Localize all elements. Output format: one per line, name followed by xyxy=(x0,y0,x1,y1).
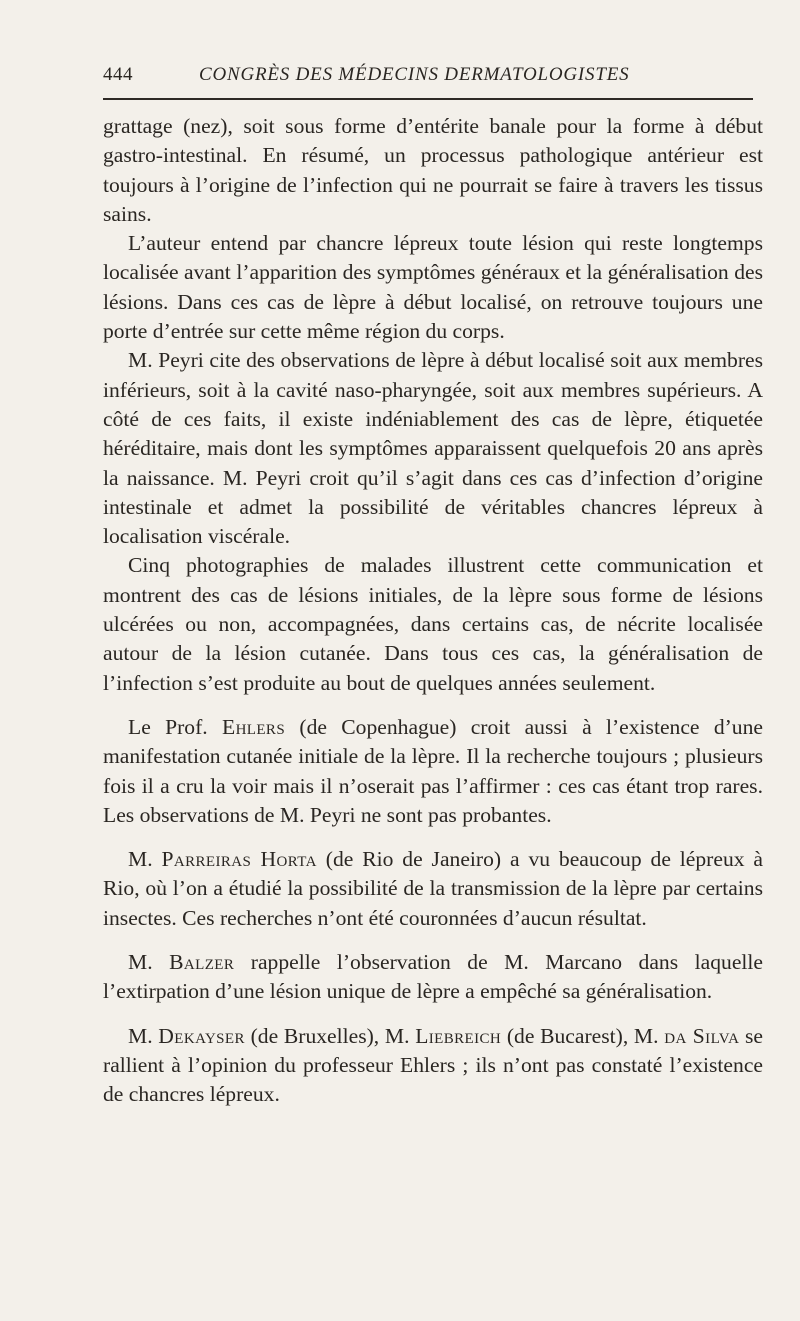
paragraph-parreiras-horta: M. Parreiras Horta (de Rio de Janeiro) a vu beaucoup de lépreux à Rio, où l’on a étudié la possibilité de la transmission de la lèpre par certains insectes. Ces recherches n’ont été couronnées d’aucun résultat. xyxy=(103,847,763,930)
paragraph-dekayser-liebreich-dasilva: M. Dekayser (de Bruxelles), M. Liebreich (de Bucarest), M. da Silva se rallient à l’opinion du professeur Ehlers ; ils n’ont pas constaté l’existence de chancres lépreux. xyxy=(103,1023,763,1107)
speaker-name: Parreiras Horta xyxy=(161,847,317,872)
paragraph-continuation: grattage (nez), soit sous forme d’entérite banale pour la forme à début gastro-intestinal. En résumé, un processus pathologique antérieur est toujours à l’origine de l’infection qui ne pourrait se faire à travers les tissus sains. xyxy=(103,114,763,226)
paragraph-balzer: M. Balzer rappelle l’observation de M. Marcano dans laquelle l’extirpation d’une lésion unique de lèpre a empêché sa généralisation. xyxy=(103,950,763,1004)
speaker-name: da Silva xyxy=(664,1023,740,1048)
page-header xyxy=(103,60,753,94)
page-number: 444 xyxy=(103,64,133,85)
paragraph-ehlers: Le Prof. Ehlers (de Copenhague) croit aussi à l’existence d’une manifestation cutanée initiale de la lèpre. Il la recherche toujours ; plusieurs fois il a cru la voir mais il n’oserait pas l’affirmer : ces cas étant trop rares. Les observations de M. Peyri ne sont pas probantes. xyxy=(103,714,763,827)
header-rule xyxy=(103,98,753,100)
paragraph-chancre-definition: L’auteur entend par chancre lépreux toute lésion qui reste longtemps localisée avant l’apparition des symptômes généraux et la généralisation des lésions. Dans ces cas de lèpre à début localisé, on retrouve toujours une porte d’entrée sur cette même région du corps. xyxy=(103,231,763,344)
running-title: CONGRÈS DES MÉDECINS DERMATOLOGISTES xyxy=(199,64,630,85)
speaker-name: Liebreich xyxy=(415,1023,502,1048)
speaker-name: Dekayser xyxy=(158,1023,245,1048)
speaker-name: Ehlers xyxy=(221,714,286,739)
paragraph-photographs: Cinq photographies de malades illustrent cette communication et montrent des cas de lésions initiales, de la lèpre sous forme de lésions ulcérées ou non, accompagnées, dans certains cas, de nécrite localisée autour de la lésion cutanée. Dans tous ces cas, la généralisation de l’infection s’est produite au bout de quelques années seulement. xyxy=(103,553,763,695)
body-text xyxy=(103,112,763,1110)
speaker-name: Balzer xyxy=(169,950,235,975)
paragraph-peyri-observations: M. Peyri cite des observations de lèpre à début localisé soit aux membres inférieurs, soit à la cavité naso-pharyngée, soit aux membres supérieurs. A côté de ces faits, il existe indéniablement des cas de lèpre, étiquetée héréditaire, mais dont les symptômes apparaissent quelquefois 20 ans après la naissance. M. Peyri croit qu’il s’agit dans ces cas d’infection d’origine intestinale et admet la possibilité de véritables chancres lépreux à localisation viscérale. xyxy=(103,348,763,549)
